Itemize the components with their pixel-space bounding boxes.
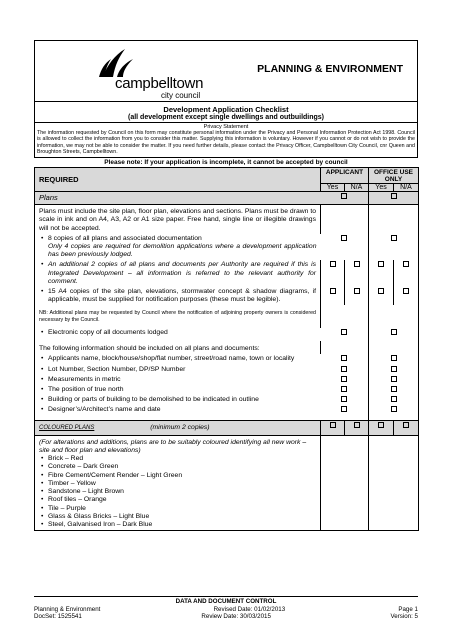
checkbox[interactable] <box>330 261 336 267</box>
applicant-header: APPLICANT <box>321 168 369 184</box>
list-item: • Brick – Red <box>48 455 316 463</box>
checkbox[interactable] <box>354 261 360 267</box>
checklist-page <box>34 40 418 531</box>
list-item: • Concrete – Dark Green <box>48 463 316 471</box>
checkbox[interactable] <box>391 235 397 241</box>
checkbox[interactable] <box>391 193 397 199</box>
checkbox[interactable] <box>403 261 409 267</box>
list-item: • Applicants name, block/house/shop/flat number, street/road name, town or locality <box>48 355 317 363</box>
footer-version: Version: 5 <box>390 613 418 620</box>
office-no-header: N/A <box>394 184 419 192</box>
checkbox[interactable] <box>378 422 384 428</box>
table-row <box>35 328 419 341</box>
campbelltown-logo <box>95 47 225 101</box>
logo-subtitle: city council <box>161 91 201 100</box>
nb-note: NB: Additional plans may be requested by Council where the notification of adjoining property owners is considered necessary by the Council. <box>35 305 321 328</box>
info-intro: The following information should be included on all plans and documents: <box>35 341 321 354</box>
table-row <box>35 435 419 530</box>
table-row <box>35 365 419 375</box>
list-item: • Sandstone – Light Brown <box>48 488 316 496</box>
checkbox[interactable] <box>391 376 397 382</box>
plans-intro: Plans must include the site plan, floor plan, elevations and sections. Plans must be drawn to scale in ink and on A4, A3, A2 or A1 size paper. Free hand, single line or illegible drawings will not be accepted. <box>35 205 321 234</box>
table-row <box>35 385 419 395</box>
list-item: • Measurements in metric <box>48 376 317 384</box>
checkbox[interactable] <box>341 386 347 392</box>
table-row <box>35 341 419 354</box>
checkbox[interactable] <box>341 366 347 372</box>
table-row <box>35 205 419 234</box>
footer-revised-date: Revised Date: 01/02/2013 <box>213 605 286 613</box>
office-yes-header: Yes <box>369 184 394 192</box>
checkbox[interactable] <box>341 235 347 241</box>
privacy-text: The information requested by Council on this form may constitute personal information under the Privacy and Personal Information Protection Act 1998. Council is allowed to collect the information from you to consider this matter. Supplying this information is voluntary. However if you cannot or do not wish to provide the information, we may not be able to consider the matter. If you need further details, please contact the Privacy Officer, Campbelltown City Council, cnr Queen and Broughton Streets, Campbelltown. <box>37 130 415 155</box>
document-footer <box>34 596 418 621</box>
list-item: • Designer’s/Architect’s name and date <box>48 406 317 414</box>
checkbox[interactable] <box>391 355 397 361</box>
list-item: • Lot Number, Section Number, DP/SP Number <box>48 366 317 374</box>
footer-docset: DocSet: 1525541 <box>34 613 82 620</box>
checkbox[interactable] <box>341 406 347 412</box>
applicant-na-header: N/A <box>345 184 369 192</box>
coloured-plans-copies: (minimum 2 copies) <box>150 423 210 431</box>
form-title: Development Application Checklist <box>163 105 289 114</box>
table-row <box>35 260 419 287</box>
checkbox[interactable] <box>341 376 347 382</box>
checkbox[interactable] <box>378 261 384 267</box>
table-row <box>35 405 419 420</box>
list-item: • 8 copies of all plans and associated documentation <box>48 235 317 243</box>
table-row <box>35 234 419 261</box>
list-item: • Building or parts of building to be demolished to be indicated in outline <box>48 396 317 404</box>
list-item: • 15 A4 copies of the site plan, elevations, stormwater concept & shadow diagrams, if applicable, must be supplied for notification purposes (these must be legible). <box>48 288 316 304</box>
checkbox[interactable] <box>354 422 360 428</box>
checkbox[interactable] <box>403 288 409 294</box>
list-item: • Tile – Purple <box>48 505 316 513</box>
page-header <box>34 40 418 102</box>
checkbox[interactable] <box>391 366 397 372</box>
table-row <box>35 420 419 435</box>
checkbox[interactable] <box>341 329 347 335</box>
checkbox[interactable] <box>341 193 347 199</box>
plans-section-title: Plans <box>35 192 321 205</box>
checklist-table <box>34 167 419 531</box>
checkbox[interactable] <box>330 422 336 428</box>
list-item: • An additional 2 copies of all plans and documents per Authority are required if this is Integrated Development – all information is referred to the relevant authority for comment. <box>48 261 316 286</box>
list-item: • Timber – Yellow <box>48 480 316 488</box>
table-row <box>35 305 419 328</box>
footer-page: Page 1 <box>398 605 418 613</box>
checkbox[interactable] <box>403 422 409 428</box>
privacy-statement <box>34 123 418 158</box>
list-item: • Glass & Glass Bricks – Light Blue <box>48 513 316 521</box>
checkbox[interactable] <box>341 396 347 402</box>
footer-title: DATA AND DOCUMENT CONTROL <box>34 596 418 606</box>
table-row <box>35 375 419 385</box>
list-item: • Electronic copy of all documents lodged <box>48 329 317 337</box>
table-row <box>35 354 419 364</box>
form-subtitle: (all development except single dwellings and outbuildings) <box>127 114 325 121</box>
table-row <box>35 287 419 305</box>
list-item: • Steel, Galvanised Iron – Dark Blue <box>48 521 316 529</box>
list-item-note: Only 4 copies are required for demolition applications where a development application has been previously lodged. <box>48 243 317 259</box>
checkbox[interactable] <box>378 288 384 294</box>
logo-name: campbelltown <box>115 75 204 92</box>
checkbox[interactable] <box>391 329 397 335</box>
checkbox[interactable] <box>391 406 397 412</box>
department-title: PLANNING & ENVIRONMENT <box>257 63 403 75</box>
required-header: REQUIRED <box>35 168 321 192</box>
table-row <box>35 395 419 405</box>
checkbox[interactable] <box>391 396 397 402</box>
checkbox[interactable] <box>354 288 360 294</box>
table-row <box>35 192 419 205</box>
list-item: • Fibre Cement/Cement Render – Light Green <box>48 472 316 480</box>
list-item: • The position of true north <box>48 386 317 394</box>
applicant-yes-header: Yes <box>321 184 345 192</box>
coloured-plans-note: (For alterations and additions, plans are to be suitably coloured identifying all new work – site and floor plan and elevations) <box>39 438 307 455</box>
checkbox[interactable] <box>330 288 336 294</box>
office-use-header: OFFICE USE ONLY <box>369 168 419 184</box>
footer-review-date: Review Date: 30/03/2015 <box>201 613 271 620</box>
privacy-heading: Privacy Statement <box>203 124 249 130</box>
coloured-plans-title: COLOURED PLANS <box>39 424 95 431</box>
please-note: Please note: If your application is incomplete, it cannot be accepted by council <box>104 159 348 167</box>
checkbox[interactable] <box>341 355 347 361</box>
list-item: • Roof tiles – Orange <box>48 496 316 504</box>
checkbox[interactable] <box>391 386 397 392</box>
footer-department: Planning & Environment <box>34 605 101 613</box>
form-title-box <box>34 102 418 123</box>
